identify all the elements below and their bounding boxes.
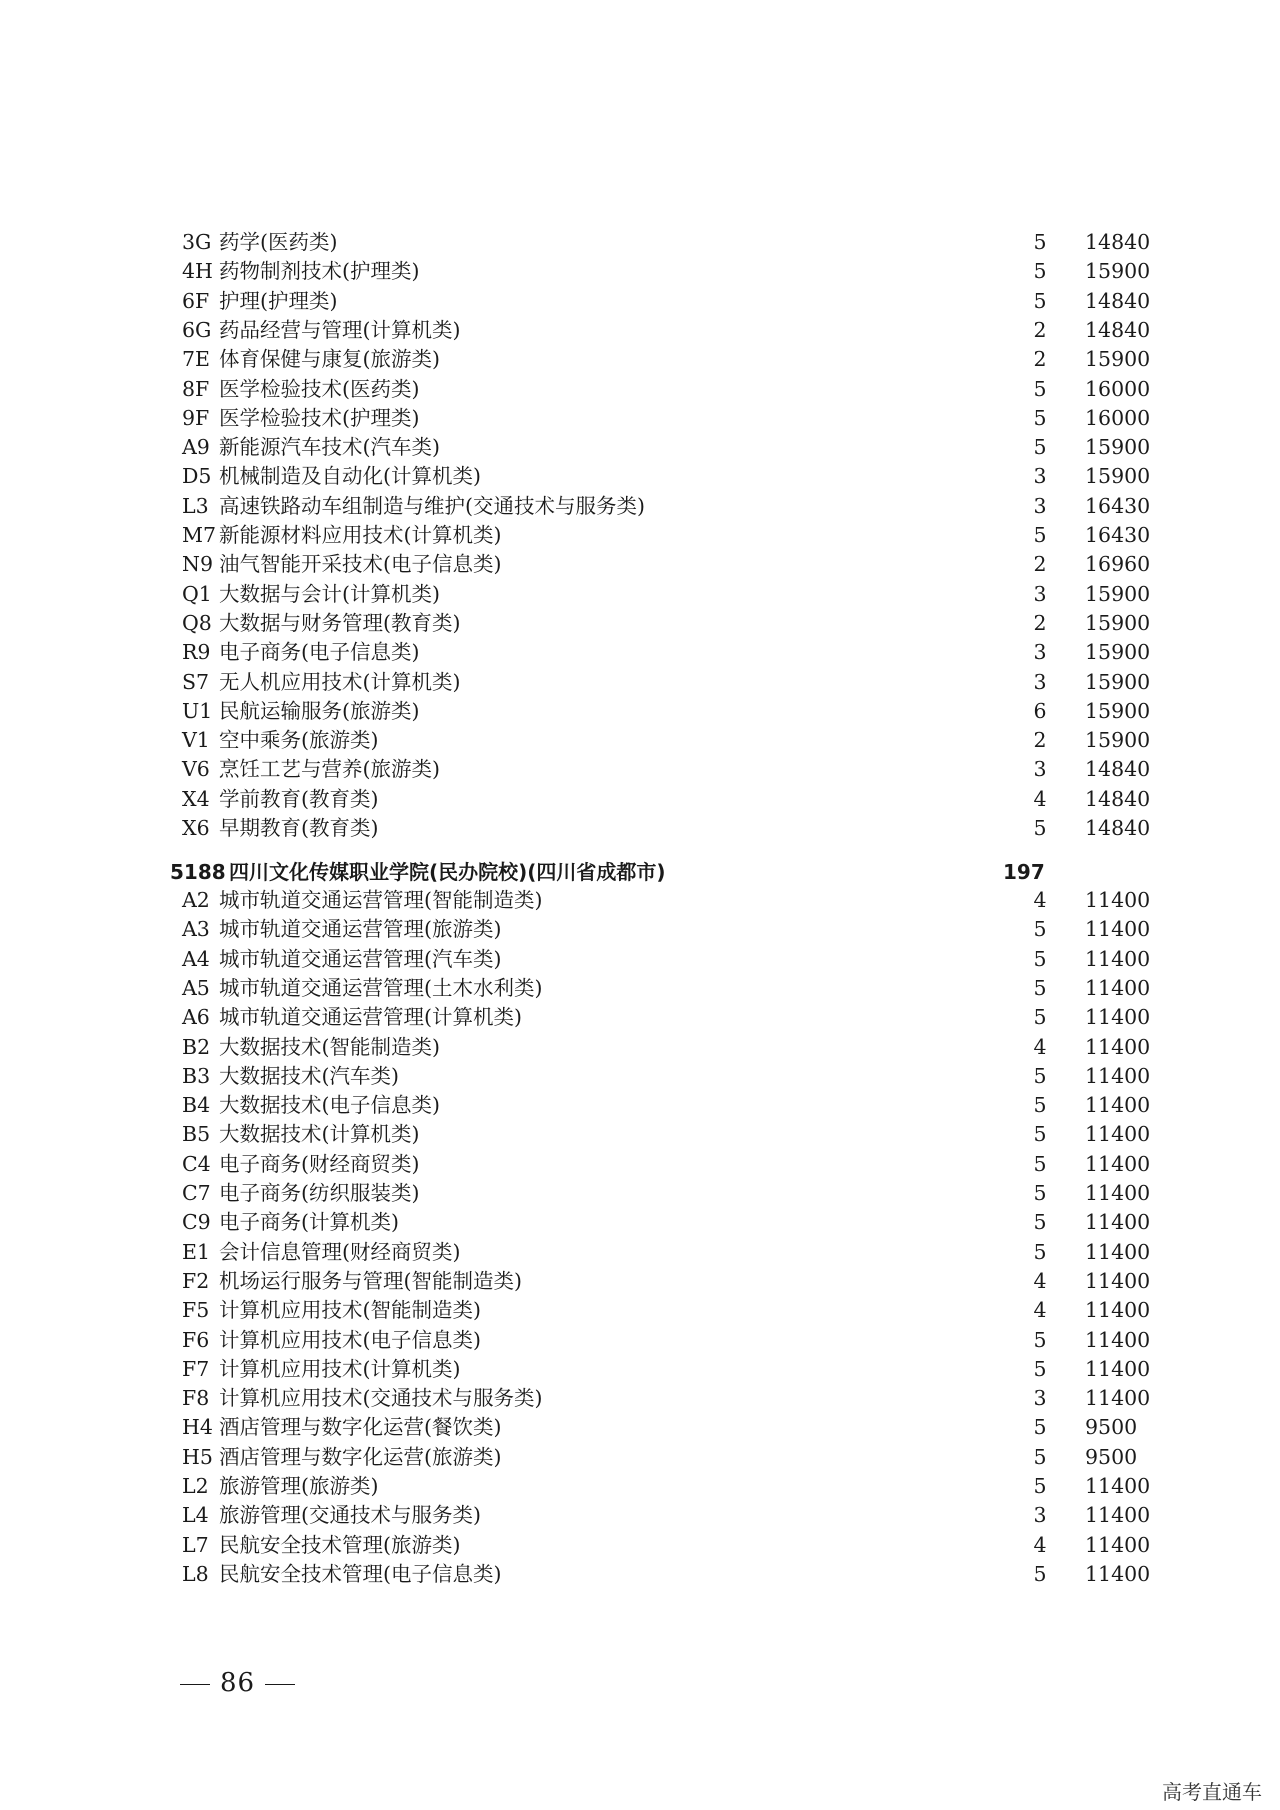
program-code: D5 — [182, 464, 212, 489]
program-code: L7 — [182, 1532, 209, 1557]
program-code: F2 — [182, 1268, 210, 1293]
plan-count: 3 — [1033, 493, 1047, 518]
tuition-fee: 16000 — [1085, 405, 1151, 430]
table-row — [0, 580, 1280, 609]
table-row — [0, 945, 1280, 974]
tuition-fee: 16000 — [1085, 376, 1151, 401]
table-row — [0, 1531, 1280, 1560]
program-code: L8 — [182, 1561, 209, 1586]
table-row — [0, 462, 1280, 491]
table-row — [0, 1238, 1280, 1267]
program-name: 大数据技术(智能制造类) — [219, 1034, 440, 1059]
tuition-fee: 11400 — [1085, 1356, 1151, 1381]
program-name: 药品经营与管理(计算机类) — [219, 317, 461, 342]
plan-count: 5 — [1033, 1356, 1047, 1381]
table-row — [0, 668, 1280, 697]
program-name: 护理(护理类) — [219, 288, 338, 313]
program-code: L4 — [182, 1503, 209, 1528]
program-name: 酒店管理与数字化运营(餐饮类) — [219, 1415, 502, 1440]
program-code: C4 — [182, 1151, 211, 1176]
program-code: 3G — [182, 230, 212, 254]
tuition-fee: 14840 — [1085, 757, 1151, 782]
tuition-fee: 9500 — [1085, 1444, 1138, 1469]
tuition-fee: 11400 — [1085, 1210, 1151, 1235]
tuition-fee: 11400 — [1085, 917, 1151, 942]
plan-count: 4 — [1033, 888, 1047, 912]
tuition-fee: 11400 — [1085, 946, 1151, 971]
program-code: 4H — [182, 259, 213, 284]
program-code: C9 — [182, 1210, 211, 1235]
table-row — [0, 1091, 1280, 1120]
plan-count: 5 — [1033, 1327, 1047, 1352]
page-number: 86 — [170, 1666, 305, 1700]
program-name: 会计信息管理(财经商贸类) — [219, 1239, 461, 1264]
program-name: 大数据与会计(计算机类) — [219, 581, 440, 606]
plan-count: 5 — [1033, 917, 1047, 942]
tuition-fee: 15900 — [1085, 698, 1151, 723]
tuition-fee: 16430 — [1085, 493, 1151, 518]
program-code: 9F — [182, 405, 210, 430]
tuition-fee: 14840 — [1085, 230, 1151, 254]
tuition-fee: 11400 — [1085, 1122, 1151, 1147]
program-code: B4 — [182, 1093, 211, 1118]
tuition-fee: 15900 — [1085, 640, 1151, 665]
tuition-fee: 11400 — [1085, 1151, 1151, 1176]
program-name: 医学检验技术(医药类) — [219, 376, 420, 401]
program-name: 电子商务(财经商贸类) — [219, 1151, 420, 1176]
program-code: A3 — [182, 917, 210, 942]
program-name: 药学(医药类) — [219, 230, 338, 254]
program-code: X6 — [182, 816, 210, 840]
table-row — [0, 638, 1280, 667]
table-row — [0, 785, 1280, 814]
page-dash-right — [265, 1684, 295, 1685]
plan-count: 2 — [1033, 610, 1047, 635]
program-name: 机场运行服务与管理(智能制造类) — [219, 1268, 522, 1293]
program-code: F7 — [182, 1356, 210, 1381]
program-code: S7 — [182, 669, 210, 694]
tuition-fee: 11400 — [1085, 1239, 1151, 1264]
table-row — [0, 404, 1280, 433]
program-code: 6G — [182, 317, 212, 342]
tuition-fee: 15900 — [1085, 464, 1151, 489]
table-row — [0, 433, 1280, 462]
tuition-fee: 14840 — [1085, 816, 1151, 840]
program-name: 民航安全技术管理(电子信息类) — [219, 1561, 502, 1586]
program-code: H4 — [182, 1415, 213, 1440]
table-row — [0, 316, 1280, 345]
table-row — [0, 726, 1280, 755]
tuition-fee: 15900 — [1085, 669, 1151, 694]
table-row — [0, 1208, 1280, 1237]
program-name: 无人机应用技术(计算机类) — [219, 669, 461, 694]
table-row — [0, 345, 1280, 374]
plan-count: 5 — [1033, 376, 1047, 401]
plan-count: 3 — [1033, 669, 1047, 694]
program-code: A5 — [182, 975, 210, 1000]
table-row — [0, 974, 1280, 1003]
program-code: Q1 — [182, 581, 212, 606]
program-name: 早期教育(教育类) — [219, 816, 379, 840]
table-row — [0, 1472, 1280, 1501]
plan-count: 5 — [1033, 523, 1047, 547]
table-row — [0, 609, 1280, 638]
page-dash-left — [180, 1684, 210, 1685]
watermark: 高考直通车 — [1162, 1780, 1262, 1804]
table-row — [0, 550, 1280, 579]
program-name: 城市轨道交通运营管理(智能制造类) — [219, 888, 543, 912]
plan-count: 4 — [1033, 1034, 1047, 1059]
table-row — [0, 521, 1280, 550]
program-code: C7 — [182, 1181, 211, 1205]
table-row — [0, 1033, 1280, 1062]
table-row — [0, 287, 1280, 316]
plan-count: 5 — [1033, 946, 1047, 971]
program-name: 城市轨道交通运营管理(土木水利类) — [219, 975, 543, 1000]
program-name: 城市轨道交通运营管理(计算机类) — [219, 1005, 522, 1030]
program-code: H5 — [182, 1444, 213, 1469]
program-name: 药物制剂技术(护理类) — [219, 259, 420, 284]
plan-count: 3 — [1033, 464, 1047, 489]
table-row — [0, 886, 1280, 915]
program-name: 计算机应用技术(智能制造类) — [219, 1298, 481, 1323]
tuition-fee: 9500 — [1085, 1415, 1138, 1440]
tuition-fee: 11400 — [1085, 1386, 1151, 1411]
program-name: 新能源材料应用技术(计算机类) — [219, 523, 502, 547]
table-row — [0, 1501, 1280, 1530]
tuition-fee: 11400 — [1085, 975, 1151, 1000]
program-name: 体育保健与康复(旅游类) — [219, 347, 440, 372]
school-total-plan: 197 — [1003, 860, 1045, 884]
table-row — [0, 1062, 1280, 1091]
plan-count: 5 — [1033, 1181, 1047, 1205]
plan-count: 3 — [1033, 1503, 1047, 1528]
plan-count: 5 — [1033, 1122, 1047, 1147]
program-code: E1 — [182, 1239, 211, 1264]
plan-count: 3 — [1033, 581, 1047, 606]
program-code: F8 — [182, 1386, 210, 1411]
tuition-fee: 16430 — [1085, 523, 1151, 547]
plan-count: 3 — [1033, 640, 1047, 665]
table-row — [0, 1384, 1280, 1413]
tuition-fee: 15900 — [1085, 347, 1151, 372]
program-name: 大数据技术(计算机类) — [219, 1122, 420, 1147]
table-row — [0, 1560, 1280, 1589]
program-code: 7E — [182, 347, 211, 372]
program-name: 民航安全技术管理(旅游类) — [219, 1532, 461, 1557]
plan-count: 5 — [1033, 1151, 1047, 1176]
program-code: A2 — [182, 888, 210, 912]
plan-count: 5 — [1033, 1005, 1047, 1030]
program-code: F5 — [182, 1298, 210, 1323]
program-code: N9 — [182, 552, 213, 577]
tuition-fee: 11400 — [1085, 1561, 1151, 1586]
plan-count: 5 — [1033, 259, 1047, 284]
program-name: 计算机应用技术(计算机类) — [219, 1356, 461, 1381]
plan-count: 2 — [1033, 552, 1047, 577]
tuition-fee: 11400 — [1085, 1063, 1151, 1088]
program-code: X4 — [182, 786, 210, 811]
plan-count: 5 — [1033, 1444, 1047, 1469]
table-row — [0, 228, 1280, 257]
program-code: F6 — [182, 1327, 210, 1352]
tuition-fee: 11400 — [1085, 1298, 1151, 1323]
plan-count: 5 — [1033, 1093, 1047, 1118]
tuition-fee: 11400 — [1085, 1503, 1151, 1528]
program-name: 计算机应用技术(交通技术与服务类) — [219, 1386, 543, 1411]
program-code: 6F — [182, 288, 210, 313]
tuition-fee: 11400 — [1085, 1093, 1151, 1118]
program-name: 大数据与财务管理(教育类) — [219, 610, 461, 635]
program-code: U1 — [182, 698, 213, 723]
table-row — [0, 375, 1280, 404]
tuition-fee: 11400 — [1085, 888, 1151, 912]
program-name: 民航运输服务(旅游类) — [219, 698, 420, 723]
program-code: B5 — [182, 1122, 211, 1147]
program-code: 8F — [182, 376, 210, 401]
table-row — [0, 1296, 1280, 1325]
tuition-fee: 14840 — [1085, 288, 1151, 313]
program-name: 计算机应用技术(电子信息类) — [219, 1327, 481, 1352]
table-row — [0, 1443, 1280, 1472]
plan-count: 4 — [1033, 1268, 1047, 1293]
program-name: 旅游管理(旅游类) — [219, 1474, 379, 1498]
table-row — [0, 915, 1280, 944]
program-name: 旅游管理(交通技术与服务类) — [219, 1503, 481, 1528]
tuition-fee: 11400 — [1085, 1034, 1151, 1059]
plan-count: 2 — [1033, 728, 1047, 753]
table-row — [0, 1003, 1280, 1032]
table-row — [0, 492, 1280, 521]
tuition-fee: 11400 — [1085, 1474, 1151, 1498]
table-row — [0, 1179, 1280, 1208]
school-code: 5188 — [170, 860, 226, 884]
table-row — [0, 1326, 1280, 1355]
program-code: B3 — [182, 1063, 211, 1088]
program-name: 电子商务(纺织服装类) — [219, 1181, 420, 1205]
tuition-fee: 14840 — [1085, 786, 1151, 811]
program-code: L3 — [182, 493, 209, 518]
plan-count: 5 — [1033, 1561, 1047, 1586]
program-code: M7 — [182, 523, 217, 547]
program-code: V1 — [182, 728, 210, 753]
tuition-fee: 11400 — [1085, 1181, 1151, 1205]
program-name: 空中乘务(旅游类) — [219, 728, 379, 753]
program-name: 高速铁路动车组制造与维护(交通技术与服务类) — [219, 493, 645, 518]
tuition-fee: 11400 — [1085, 1532, 1151, 1557]
table-row — [0, 755, 1280, 784]
program-name: 新能源汽车技术(汽车类) — [219, 435, 440, 460]
program-name: 大数据技术(电子信息类) — [219, 1093, 440, 1118]
tuition-fee: 11400 — [1085, 1268, 1151, 1293]
program-name: 油气智能开采技术(电子信息类) — [219, 552, 502, 577]
plan-count: 5 — [1033, 405, 1047, 430]
table-row — [0, 697, 1280, 726]
program-code: V6 — [182, 757, 210, 782]
plan-count: 5 — [1033, 1474, 1047, 1498]
plan-count: 3 — [1033, 757, 1047, 782]
plan-count: 4 — [1033, 1298, 1047, 1323]
plan-count: 3 — [1033, 1386, 1047, 1411]
program-name: 烹饪工艺与营养(旅游类) — [219, 757, 440, 782]
table-row — [0, 814, 1280, 843]
plan-count: 5 — [1033, 816, 1047, 840]
plan-count: 5 — [1033, 435, 1047, 460]
plan-count: 2 — [1033, 347, 1047, 372]
plan-count: 5 — [1033, 1063, 1047, 1088]
tuition-fee: 15900 — [1085, 435, 1151, 460]
program-name: 电子商务(电子信息类) — [219, 640, 420, 665]
plan-count: 5 — [1033, 230, 1047, 254]
school-name: 四川文化传媒职业学院(民办院校)(四川省成都市) — [229, 860, 666, 884]
program-code: B2 — [182, 1034, 211, 1059]
plan-count: 2 — [1033, 317, 1047, 342]
plan-count: 5 — [1033, 975, 1047, 1000]
tuition-fee: 15900 — [1085, 259, 1151, 284]
program-code: R9 — [182, 640, 211, 665]
program-name: 学前教育(教育类) — [219, 786, 379, 811]
plan-count: 5 — [1033, 1239, 1047, 1264]
plan-count: 6 — [1033, 698, 1047, 723]
table-row — [0, 1413, 1280, 1442]
program-code: L2 — [182, 1474, 209, 1498]
table-row — [0, 1150, 1280, 1179]
table-row — [0, 1120, 1280, 1149]
tuition-fee: 15900 — [1085, 610, 1151, 635]
program-name: 城市轨道交通运营管理(汽车类) — [219, 946, 502, 971]
tuition-fee: 15900 — [1085, 728, 1151, 753]
table-row — [0, 1355, 1280, 1384]
plan-count: 4 — [1033, 1532, 1047, 1557]
program-name: 电子商务(计算机类) — [219, 1210, 399, 1235]
plan-count: 5 — [1033, 1210, 1047, 1235]
program-code: Q8 — [182, 610, 212, 635]
tuition-fee: 15900 — [1085, 581, 1151, 606]
tuition-fee: 11400 — [1085, 1005, 1151, 1030]
plan-count: 4 — [1033, 786, 1047, 811]
plan-count: 5 — [1033, 288, 1047, 313]
program-name: 大数据技术(汽车类) — [219, 1063, 399, 1088]
plan-count: 5 — [1033, 1415, 1047, 1440]
program-name: 城市轨道交通运营管理(旅游类) — [219, 917, 502, 942]
tuition-fee: 14840 — [1085, 317, 1151, 342]
table-row — [0, 257, 1280, 286]
tuition-fee: 16960 — [1085, 552, 1151, 577]
program-code: A6 — [182, 1005, 210, 1030]
program-code: A4 — [182, 946, 210, 971]
program-code: A9 — [182, 435, 210, 460]
program-name: 医学检验技术(护理类) — [219, 405, 420, 430]
tuition-fee: 11400 — [1085, 1327, 1151, 1352]
school-header — [0, 858, 1280, 887]
program-name: 酒店管理与数字化运营(旅游类) — [219, 1444, 502, 1469]
program-name: 机械制造及自动化(计算机类) — [219, 464, 481, 489]
table-row — [0, 1267, 1280, 1296]
